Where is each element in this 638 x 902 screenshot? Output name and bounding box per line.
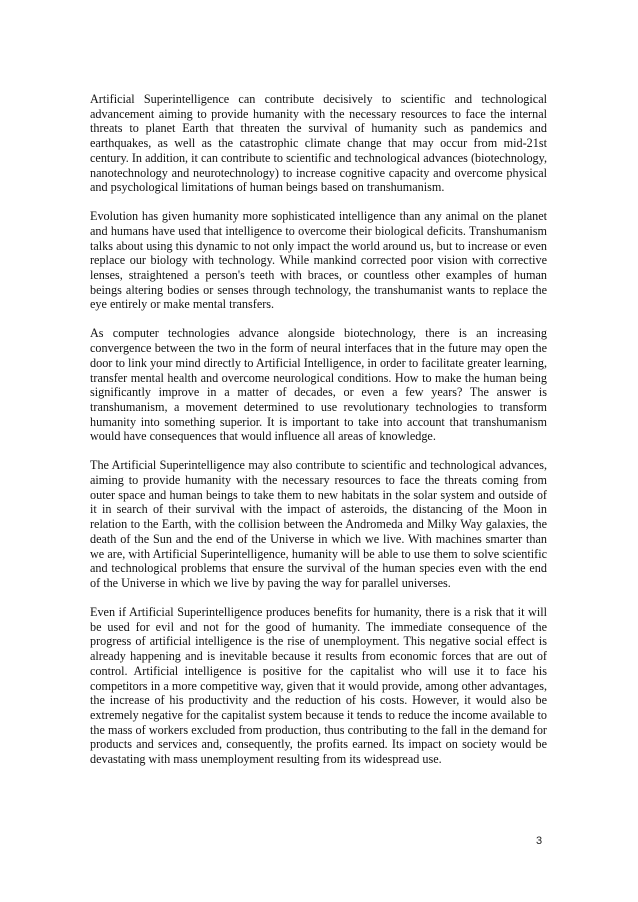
page-number: 3 bbox=[536, 835, 543, 847]
paragraph-superintelligence-advancement: Artificial Superintelligence can contribute decisively to scientific and technological advancement aiming to provide humanity with the necessary resources to face the internal threats to planet Earth that threaten the survival of humanity such as pandemics and earthquakes, as well as the catastrophic climate change that may occur from mid-21st century. In addition, it can contribute to scientific and technological advances (biotechnology, nanotechnology and neurotechnology) to increase cognitive capacity and overcome physical and psychological limitations of human beings based on transhumanism. bbox=[90, 92, 547, 195]
paragraph-evolution-transhumanism: Evolution has given humanity more sophisticated intelligence than any animal on the planet and humans have used that intelligence to overcome their biological deficits. Transhumanism talks about using this dynamic to not only impact the world around us, but to increase or even replace our biology with technology. While mankind corrected poor vision with corrective lenses, straightened a person's teeth with braces, or countless other examples of human beings altering bodies or senses through technology, the transhumanist wants to replace the eye entirely or make mental transfers. bbox=[90, 209, 547, 312]
paragraph-neural-interfaces: As computer technologies advance alongside biotechnology, there is an increasing convergence between the two in the form of neural interfaces that in the future may open the door to link your mind directly to Artificial Intelligence, in order to facilitate greater learning, transfer mental health and overcome neurological conditions. How to make the human being significantly improve in a matter of decades, or even a few years? The answer is transhumanism, a movement determined to use revolutionary technologies to transform humanity into something superior. It is important to take into account that transhumanism would have consequences that would influence all areas of knowledge. bbox=[90, 326, 547, 444]
paragraph-outer-space-threats: The Artificial Superintelligence may also contribute to scientific and technological advances, aiming to provide humanity with the necessary resources to face the threats coming from outer space and human beings to take them to new habitats in the solar system and outside of it in search of their survival with the impact of asteroids, the distancing of the Moon in relation to the Earth, with the collision between the Andromeda and Milky Way galaxies, the death of the Sun and the end of the Universe in which we live. With machines smarter than we are, with Artificial Superintelligence, humanity will be able to use them to solve scientific and technological problems that ensure the survival of the human species even with the end of the Universe in which we live by paving the way for parallel universes. bbox=[90, 458, 547, 590]
body-text bbox=[90, 92, 547, 781]
paragraph-unemployment-risk: Even if Artificial Superintelligence produces benefits for humanity, there is a risk that it will be used for evil and not for the good of humanity. The immediate consequence of the progress of artificial intelligence is the rise of unemployment. This negative social effect is already happening and is inevitable because it results from economic forces that are out of control. Artificial intelligence is positive for the capitalist who will use it to face his competitors in a more competitive way, given that it would provide, among other advantages, the increase of his productivity and the reduction of his costs. However, it would also be extremely negative for the capitalist system because it tends to reduce the income available to the mass of workers excluded from production, thus contributing to the fall in the demand for products and services and, consequently, the profits earned. Its impact on society would be devastating with mass unemployment resulting from its widespread use. bbox=[90, 604, 547, 767]
